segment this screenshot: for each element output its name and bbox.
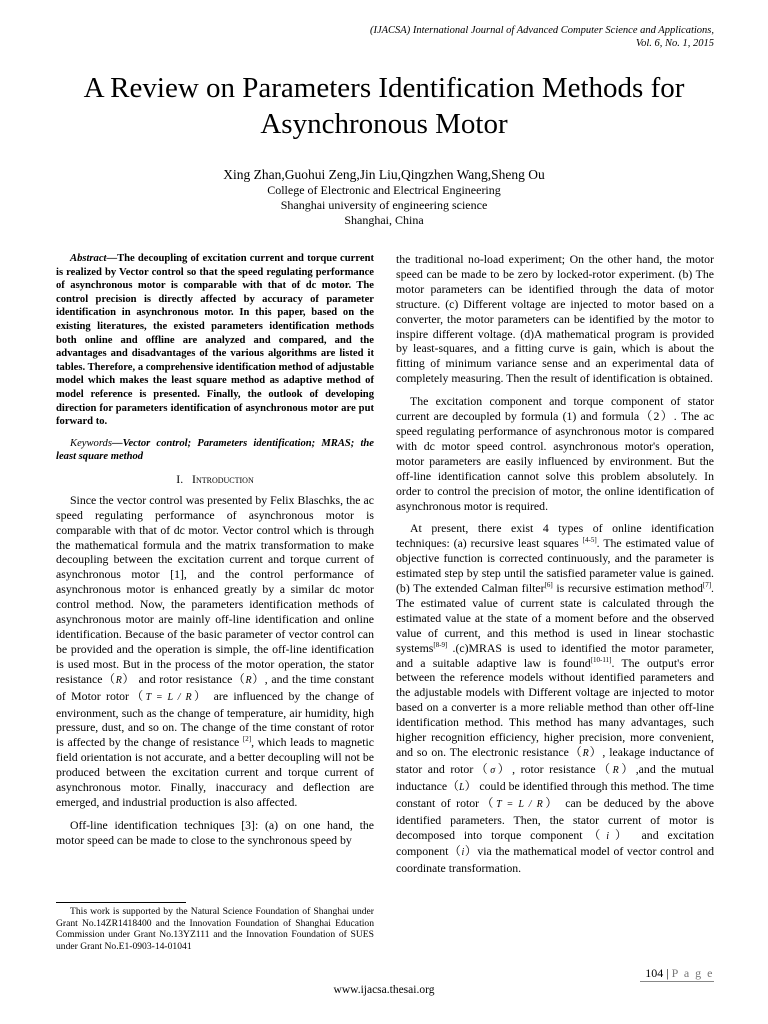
intro-paragraph-1: Since the vector control was presented by Felix Blaschks, the ac speed regulating performance of asynchronous motor is comparable with that of dc motor. Vector control which is through the mathematical formula and the matrix transformation to make decoupling between the excitation current and torque current of asynchronous motor [1], and the control performance of asynchronous motor is enhanced greatly by a similar dc motor control method. Now, the parameters identification methods of asynchronous motor are mainly off-line identification and online identification. Because of the basic parameter of vector control can be provided and the operation is simple, the off-line identification is used most. But in the process of the motor operation, the stator resistance（R） and rotor resistance（R）, and the time constant of Motor rotor（T = L / R） are influenced by the change of environment, such as the change of temperature, air humidity, high pressure, dust, and so on. The change of the time constant of rotor is affected by the change of resistance [2], which leads to magnetic field orientation is not accurate, and a better decoupling will not be produced between the excitation current and torque current of asynchronous motor. Finally, inaccuracy and deflection are emerged, and industrial production is also affected. [56,492,374,809]
section-heading-introduction: I. Introduction [176,471,254,486]
journal-volume: Vol. 6, No. 1, 2015 [635,38,714,49]
intro-paragraph-3: the traditional no-load experiment; On the other hand, the motor speed can be made to be zero by locked-rotor experiment. (b) The motor parameters can be identified through the data of motor structure. (c) Different voltage are injected to motor based on a converter, the motor parameters can be identified by the motor to inspire different voltage. (d)A mathematical program is provided by least-squares, and a fitting curve is gain, which is about the fitting of minimum variance sense and an experimental data of completely measuring. Then the result of identification is obtained. [396,252,714,386]
intro-paragraph-5: At present, there exist 4 types of online identification techniques: (a) recursive least squares [4-5]. The estimated value of objective function is corrected continuously, and the parameter is estimated step by step until the satisfied parameter value is gained. (b) The extended Calman filter[6] is recursive estimation method[7]. The estimated value of current state is calculated through the estimated value at the state of a moment before and the observed value of current, and this method is used in linear stochastic systems[8-9] .(c)MRAS is used to identified the motor parameter, and a suitable adaptive law is found[10-11]. The output's error between the reference models without identified parameters and the adjustable models with Different voltage are injected to motor based on a converter is a more reliable method than other off-line identification method. This method has many advantages, such higher recognition efficiency, higher precision, more convenient, and so on. The electronic resistance（R）, leakage inductance of stator and rotor（σ）, rotor resistance（R）,and the mutual inductance（L） could be identified through this method. The time constant of rotor（T = L / R） can be deduced by the above identified parameters. Then, the stator current of motor is decomposed into torque component（i） and excitation component（i）via the mathematical model of vector control and coordinate transformation. [396,521,714,876]
paper-title: A Review on Parameters Identification Methods for Asynchronous Motor [83,72,685,140]
intro-paragraph-4: The excitation component and torque component of stator current are decoupled by formula (1) and formula（2）. The ac speed regulating performance of asynchronous motor is compared with dc motor speed control. asynchronous motor's operation, motor parameters are easily influenced by environment. But the off-line identification cannot solve this problem absolutely. In order to control the precision of motor, the online identification of asynchronous motor is required. [396,394,714,513]
footnote-divider [56,902,186,903]
keywords: Keywords—Vector control; Parameters identification; MRAS; the least square method [56,437,374,463]
left-column [56,252,374,856]
right-column [396,252,714,884]
affiliation: College of Electronic and Electrical Engineering Shanghai university of engineering science Shanghai, China [267,183,501,227]
page-number: 104 | P a g e [645,966,714,980]
intro-paragraph-2: Off-line identification techniques [3]: (a) on one hand, the motor speed can be made to close to the synchronous speed by [56,817,374,847]
journal-name: (IJACSA) International Journal of Advanced Computer Science and Applications, [369,25,714,36]
author-list: Xing Zhan,Guohui Zeng,Jin Liu,Qingzhen Wang,Sheng Ou [223,167,545,182]
footnote: This work is supported by the Natural Science Foundation of Shanghai under Grant No.14ZR1418400 and the Innovation Foundation of Shanghai Education Commission under Grant No.13YZ111 and the Innovation Foundation of SUES under Grant No.E1-0903-14-01041 [56,906,374,952]
abstract: Abstract—The decoupling of excitation current and torque current is realized by Vector control so that the speed regulating performance of asynchronous motor is comparable with that of dc motor. The control precision is directly affected by accuracy of parameter identification in asynchronous motor. In this paper, based on the existing literatures, the existed parameters identification methods both online and offline are analyzed and compared, and the advantages and disadvantages of the various algorithms are listed it tables. Therefore, a comprehensive identification method of adjustable model which makes the least square method as adaptive method of model reference is presented. Finally, the outlook of developing direction for parameters identification of asynchronous motor are put forward to. [56,253,374,428]
footer-divider [640,981,714,982]
journal-header [214,24,714,50]
journal-website-link[interactable]: www.ijacsa.thesai.org [333,984,435,996]
